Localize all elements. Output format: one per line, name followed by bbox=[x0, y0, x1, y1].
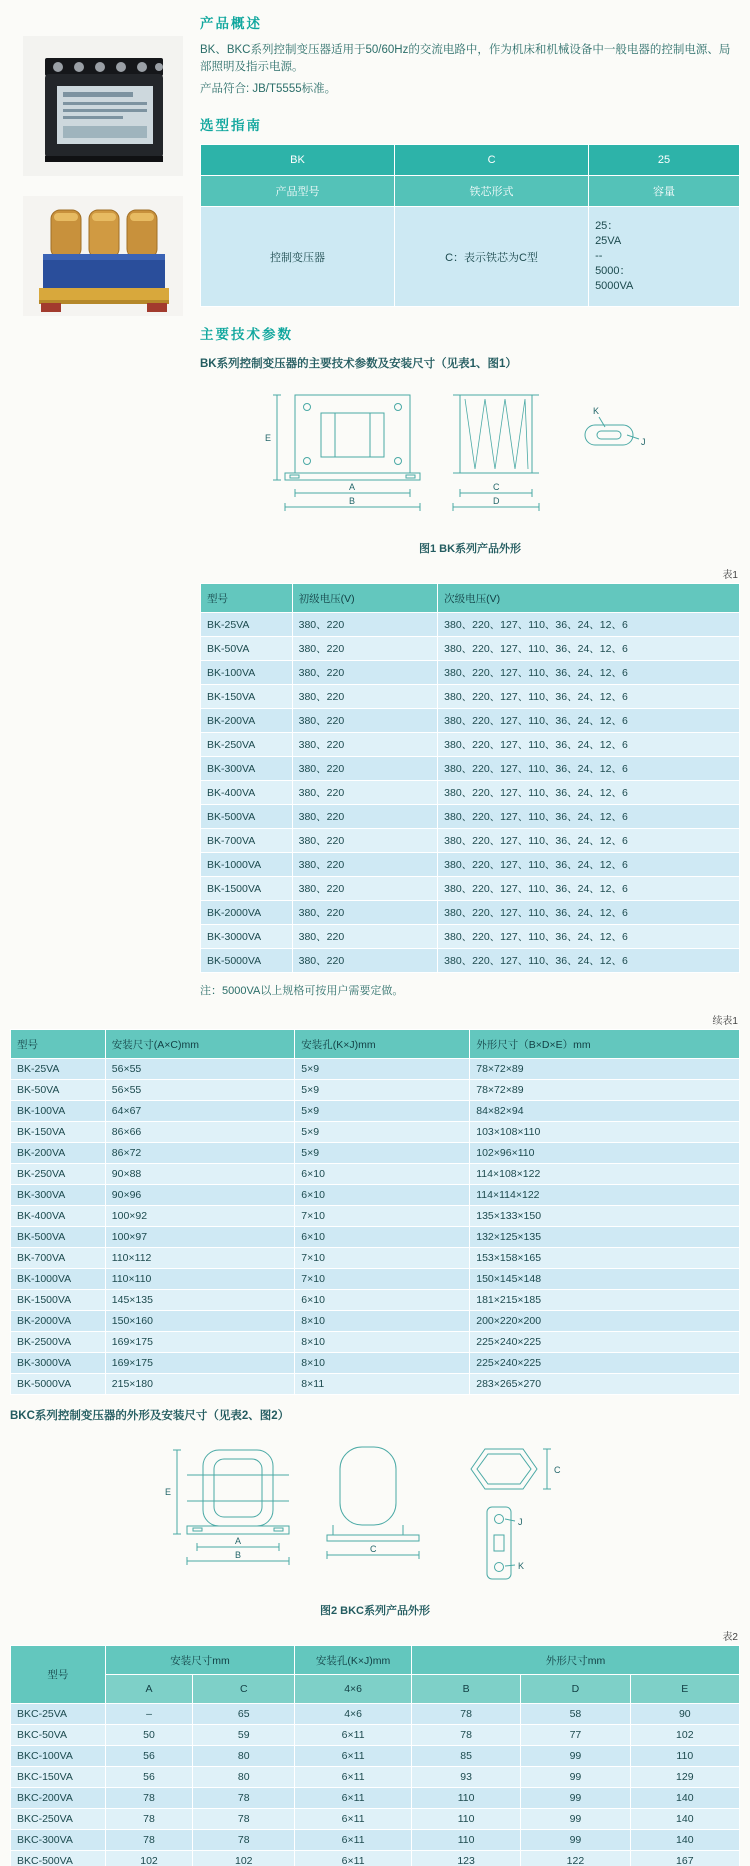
table-cell: 225×240×225 bbox=[470, 1353, 740, 1374]
table-cell: BKC-150VA bbox=[11, 1767, 106, 1788]
table-row bbox=[11, 1374, 740, 1395]
selection-header-bk: BK bbox=[201, 145, 395, 176]
table-cell: 5×9 bbox=[295, 1059, 470, 1080]
fig1-dim-b: B bbox=[349, 496, 356, 506]
table-cell: BK-1000VA bbox=[201, 853, 293, 877]
table-cell: 380、220、127、110、36、24、12、6 bbox=[438, 805, 740, 829]
table-cell: 135×133×150 bbox=[470, 1206, 740, 1227]
table-cell: 140 bbox=[630, 1809, 739, 1830]
table-row bbox=[201, 901, 740, 925]
table2 bbox=[10, 1645, 740, 1866]
table-cell: 380、220、127、110、36、24、12、6 bbox=[438, 781, 740, 805]
table-cell: 380、220、127、110、36、24、12、6 bbox=[438, 637, 740, 661]
figure2 bbox=[10, 1435, 740, 1600]
table-cell: 129 bbox=[630, 1767, 739, 1788]
table-cell: 86×66 bbox=[105, 1122, 295, 1143]
table1-header-primary: 初级电压(V) bbox=[292, 584, 438, 613]
table-cell: 56×55 bbox=[105, 1080, 295, 1101]
table-row bbox=[11, 1206, 740, 1227]
table-row bbox=[11, 1332, 740, 1353]
capacity-line: 25： bbox=[595, 220, 619, 232]
table-cell: 140 bbox=[630, 1830, 739, 1851]
table-cell: 78 bbox=[193, 1809, 295, 1830]
table-cell: 64×67 bbox=[105, 1101, 295, 1122]
table-cell: 84×82×94 bbox=[470, 1101, 740, 1122]
table-cell: 380、220 bbox=[292, 613, 438, 637]
table-row bbox=[11, 1248, 740, 1269]
table-row bbox=[201, 829, 740, 853]
selection-model-cell: 控制变压器 bbox=[201, 207, 395, 307]
table-cell: BK-3000VA bbox=[201, 925, 293, 949]
table-cell: 7×10 bbox=[295, 1269, 470, 1290]
table-cell: 8×10 bbox=[295, 1353, 470, 1374]
table-cell: BK-50VA bbox=[201, 637, 293, 661]
selection-table bbox=[200, 144, 740, 307]
table-cell: 5×9 bbox=[295, 1122, 470, 1143]
figure1 bbox=[200, 383, 740, 538]
selection-subheader-capacity: 容量 bbox=[589, 176, 740, 207]
capacity-line: -- bbox=[595, 250, 603, 262]
table-cell: 90 bbox=[630, 1704, 739, 1725]
table-cell: BKC-100VA bbox=[11, 1746, 106, 1767]
tech-params-heading: 主要技术参数 bbox=[200, 327, 293, 342]
table-row bbox=[11, 1227, 740, 1248]
fig2-dim-a: A bbox=[235, 1536, 242, 1546]
table1-header-secondary: 次级电压(V) bbox=[438, 584, 740, 613]
fig2-dim-c-top: C bbox=[554, 1465, 561, 1475]
table-cell: 8×11 bbox=[295, 1374, 470, 1395]
table-cell: 380、220、127、110、36、24、12、6 bbox=[438, 925, 740, 949]
table-cell: BK-100VA bbox=[201, 661, 293, 685]
table-row bbox=[201, 733, 740, 757]
table-cell: BK-400VA bbox=[201, 781, 293, 805]
table-cell: 6×11 bbox=[295, 1746, 412, 1767]
table-row bbox=[11, 1164, 740, 1185]
table2-subheader-a: A bbox=[105, 1675, 192, 1704]
table-cell: 100×97 bbox=[105, 1227, 295, 1248]
table-cell: 225×240×225 bbox=[470, 1332, 740, 1353]
selection-subheader-core: 铁芯形式 bbox=[395, 176, 589, 207]
table-cell: BKC-200VA bbox=[11, 1788, 106, 1809]
table1 bbox=[200, 583, 740, 973]
table-cell: BK-100VA bbox=[11, 1101, 106, 1122]
table-cell: 122 bbox=[521, 1851, 630, 1866]
fig1-dim-c: C bbox=[493, 482, 500, 492]
table-cell: 6×11 bbox=[295, 1725, 412, 1746]
fig2-dim-e: E bbox=[165, 1487, 172, 1497]
table-cell: 200×220×200 bbox=[470, 1311, 740, 1332]
table-cell: BK-300VA bbox=[201, 757, 293, 781]
fig1-dim-j: J bbox=[641, 437, 646, 447]
table-row bbox=[201, 805, 740, 829]
selection-heading: 选型指南 bbox=[200, 118, 262, 133]
table-cell: 114×108×122 bbox=[470, 1164, 740, 1185]
table1-header-model: 型号 bbox=[201, 584, 293, 613]
table-cell: 380、220 bbox=[292, 733, 438, 757]
table-cell: 90×96 bbox=[105, 1185, 295, 1206]
table-cell: 4×6 bbox=[295, 1704, 412, 1725]
table-cell: 93 bbox=[411, 1767, 520, 1788]
table2-header-model: 型号 bbox=[11, 1646, 106, 1704]
table-cell: 380、220、127、110、36、24、12、6 bbox=[438, 829, 740, 853]
selection-header-c: C bbox=[395, 145, 589, 176]
fig2-dim-k: K bbox=[518, 1561, 525, 1571]
table-cell: BK-200VA bbox=[11, 1143, 106, 1164]
table-cell: 145×135 bbox=[105, 1290, 295, 1311]
table-cell: BKC-250VA bbox=[11, 1809, 106, 1830]
table2-header-hole: 安装孔(K×J)mm bbox=[295, 1646, 412, 1675]
table-cell: 6×11 bbox=[295, 1788, 412, 1809]
table-cell: 380、220、127、110、36、24、12、6 bbox=[438, 757, 740, 781]
selection-header-row bbox=[201, 145, 740, 176]
table-cell: 102×96×110 bbox=[470, 1143, 740, 1164]
table-cell: 100×92 bbox=[105, 1206, 295, 1227]
table-row bbox=[11, 1704, 740, 1725]
table-cell: 380、220 bbox=[292, 709, 438, 733]
table-cell: BK-25VA bbox=[201, 613, 293, 637]
table-cell: 380、220、127、110、36、24、12、6 bbox=[438, 877, 740, 901]
table-row bbox=[201, 925, 740, 949]
cont-header-hole: 安装孔(K×J)mm bbox=[295, 1030, 470, 1059]
table-cell: 167 bbox=[630, 1851, 739, 1866]
table-cell: 78 bbox=[193, 1788, 295, 1809]
table-row bbox=[201, 661, 740, 685]
table-cell: 6×10 bbox=[295, 1185, 470, 1206]
fig1-dim-k: K bbox=[593, 406, 600, 416]
table-row bbox=[11, 1269, 740, 1290]
table-cell: 102 bbox=[105, 1851, 192, 1866]
table-row bbox=[11, 1185, 740, 1206]
table-cell: BK-1000VA bbox=[11, 1269, 106, 1290]
table-row bbox=[201, 853, 740, 877]
table-row bbox=[11, 1746, 740, 1767]
table-row bbox=[11, 1788, 740, 1809]
table-row bbox=[201, 613, 740, 637]
table-cell: 380、220 bbox=[292, 685, 438, 709]
fig2-dim-b: B bbox=[235, 1550, 242, 1560]
table-cell: BKC-25VA bbox=[11, 1704, 106, 1725]
table-cell: 114×114×122 bbox=[470, 1185, 740, 1206]
table-cell: 110 bbox=[411, 1809, 520, 1830]
table-row bbox=[201, 949, 740, 973]
table-cell: 65 bbox=[193, 1704, 295, 1725]
table-cell: 380、220 bbox=[292, 949, 438, 973]
table-cell: BK-5000VA bbox=[201, 949, 293, 973]
table-cell: 380、220 bbox=[292, 637, 438, 661]
table-cell: 59 bbox=[193, 1725, 295, 1746]
table-row bbox=[11, 1767, 740, 1788]
fig2-dim-j: J bbox=[518, 1517, 523, 1527]
tech-params-intro: BK系列控制变压器的主要技术参数及安装尺寸（见表1、图1） bbox=[200, 358, 517, 370]
table-cell: BK-5000VA bbox=[11, 1374, 106, 1395]
table-cell: 181×215×185 bbox=[470, 1290, 740, 1311]
overview-heading: 产品概述 bbox=[200, 16, 262, 31]
table-row bbox=[201, 685, 740, 709]
table-row bbox=[11, 1830, 740, 1851]
table-cell: 169×175 bbox=[105, 1353, 295, 1374]
table-cell: 6×10 bbox=[295, 1290, 470, 1311]
table-cell: 78 bbox=[411, 1704, 520, 1725]
table-cell: 78×72×89 bbox=[470, 1080, 740, 1101]
table2-label: 表2 bbox=[722, 1632, 738, 1643]
table-cell: BK-25VA bbox=[11, 1059, 106, 1080]
table-cell: 110 bbox=[411, 1788, 520, 1809]
table-cell: BK-250VA bbox=[11, 1164, 106, 1185]
fig2-dim-c: C bbox=[370, 1544, 377, 1554]
table-cell: 380、220 bbox=[292, 925, 438, 949]
table-cell: 380、220 bbox=[292, 853, 438, 877]
figure2-drawing bbox=[155, 1435, 595, 1595]
table2-subheader-hole: 4×6 bbox=[295, 1675, 412, 1704]
content-column bbox=[200, 10, 740, 1002]
cont-header-mount: 安装尺寸(A×C)mm bbox=[105, 1030, 295, 1059]
table-cell: 56 bbox=[105, 1746, 192, 1767]
table-row bbox=[11, 1851, 740, 1866]
table-cell: 380、220 bbox=[292, 781, 438, 805]
table-cell: 8×10 bbox=[295, 1332, 470, 1353]
table-cell: – bbox=[105, 1704, 192, 1725]
table-cell: 380、220、127、110、36、24、12、6 bbox=[438, 853, 740, 877]
table-cell: 6×11 bbox=[295, 1767, 412, 1788]
table-row bbox=[11, 1353, 740, 1374]
capacity-line: 25VA bbox=[595, 235, 622, 247]
table-cell: 6×11 bbox=[295, 1830, 412, 1851]
table-cell: 380、220、127、110、36、24、12、6 bbox=[438, 685, 740, 709]
figure1-caption: 图1 BK系列产品外形 bbox=[418, 543, 522, 555]
table-cell: BK-1500VA bbox=[11, 1290, 106, 1311]
table-cell: 78 bbox=[193, 1830, 295, 1851]
table-row bbox=[11, 1290, 740, 1311]
table2-header-row2 bbox=[11, 1675, 740, 1704]
table-cell: 110×112 bbox=[105, 1248, 295, 1269]
table-cell: 80 bbox=[193, 1767, 295, 1788]
table-row bbox=[11, 1059, 740, 1080]
bkc-product-photo bbox=[23, 196, 183, 316]
table-cell: 6×10 bbox=[295, 1227, 470, 1248]
table-cell: 99 bbox=[521, 1746, 630, 1767]
fig1-dim-e: E bbox=[265, 433, 272, 443]
table-cell: 110 bbox=[630, 1746, 739, 1767]
table-cell: 380、220、127、110、36、24、12、6 bbox=[438, 709, 740, 733]
table-cell: 78×72×89 bbox=[470, 1059, 740, 1080]
top-section bbox=[10, 10, 740, 1002]
table-cell: BK-3000VA bbox=[11, 1353, 106, 1374]
table-cell: 50 bbox=[105, 1725, 192, 1746]
table-cell: 85 bbox=[411, 1746, 520, 1767]
table-cell: 123 bbox=[411, 1851, 520, 1866]
table-cell: BK-700VA bbox=[11, 1248, 106, 1269]
cont-table-header-row bbox=[11, 1030, 740, 1059]
table-row bbox=[11, 1143, 740, 1164]
table-row bbox=[11, 1809, 740, 1830]
table-cell: 132×125×135 bbox=[470, 1227, 740, 1248]
table-cell: 78 bbox=[105, 1809, 192, 1830]
selection-subheader-model: 产品型号 bbox=[201, 176, 395, 207]
table-row bbox=[201, 781, 740, 805]
table-cell: 380、220 bbox=[292, 901, 438, 925]
fig1-dim-d: D bbox=[493, 496, 500, 506]
table-cell: 380、220、127、110、36、24、12、6 bbox=[438, 949, 740, 973]
overview-standard: 产品符合: JB/T5555标准。 bbox=[200, 83, 337, 95]
capacity-line: 5000VA bbox=[595, 280, 634, 292]
table-cell: 215×180 bbox=[105, 1374, 295, 1395]
table-cell: 140 bbox=[630, 1788, 739, 1809]
photo-column bbox=[10, 10, 200, 1002]
table-cell: BKC-500VA bbox=[11, 1851, 106, 1866]
table-cell: 78 bbox=[411, 1725, 520, 1746]
table-cell: 5×9 bbox=[295, 1101, 470, 1122]
cont-header-model: 型号 bbox=[11, 1030, 106, 1059]
table1-header-row bbox=[201, 584, 740, 613]
capacity-line: 5000： bbox=[595, 265, 631, 277]
full-width-section bbox=[10, 1012, 740, 1866]
table-cell: 169×175 bbox=[105, 1332, 295, 1353]
table-cell: 380、220 bbox=[292, 877, 438, 901]
table2-header-mount: 安装尺寸mm bbox=[105, 1646, 295, 1675]
table-row bbox=[11, 1311, 740, 1332]
table-cell: BK-500VA bbox=[201, 805, 293, 829]
table2-header-outline: 外形尺寸mm bbox=[411, 1646, 739, 1675]
table2-subheader-c: C bbox=[193, 1675, 295, 1704]
table-row bbox=[11, 1080, 740, 1101]
table2-subheader-d: D bbox=[521, 1675, 630, 1704]
table-cell: BK-200VA bbox=[201, 709, 293, 733]
table-cell: 77 bbox=[521, 1725, 630, 1746]
table-cell: 58 bbox=[521, 1704, 630, 1725]
table-cell: 102 bbox=[630, 1725, 739, 1746]
table-cell: 80 bbox=[193, 1746, 295, 1767]
table-cell: 380、220 bbox=[292, 757, 438, 781]
table-cell: 78 bbox=[105, 1830, 192, 1851]
table-cell: 150×160 bbox=[105, 1311, 295, 1332]
table-cell: 99 bbox=[521, 1809, 630, 1830]
table-cell: 380、220 bbox=[292, 829, 438, 853]
table-cell: 380、220、127、110、36、24、12、6 bbox=[438, 733, 740, 757]
selection-subheader-row bbox=[201, 176, 740, 207]
fig1-dim-a: A bbox=[349, 482, 356, 492]
table2-header-row1 bbox=[11, 1646, 740, 1675]
table-cell: 8×10 bbox=[295, 1311, 470, 1332]
table-cell: 103×108×110 bbox=[470, 1122, 740, 1143]
cont-table-label: 续表1 bbox=[712, 1016, 738, 1027]
table-cell: BK-2500VA bbox=[11, 1332, 106, 1353]
table1-continued bbox=[10, 1029, 740, 1395]
table-cell: 78 bbox=[105, 1788, 192, 1809]
table-row bbox=[201, 637, 740, 661]
table-cell: 56 bbox=[105, 1767, 192, 1788]
table-cell: 102 bbox=[193, 1851, 295, 1866]
table-cell: BKC-50VA bbox=[11, 1725, 106, 1746]
table1-label: 表1 bbox=[722, 570, 738, 581]
table-row bbox=[11, 1725, 740, 1746]
cont-header-outline: 外形尺寸（B×D×E）mm bbox=[470, 1030, 740, 1059]
table-cell: 153×158×165 bbox=[470, 1248, 740, 1269]
table-row bbox=[11, 1101, 740, 1122]
table-row bbox=[11, 1122, 740, 1143]
table-cell: BK-150VA bbox=[11, 1122, 106, 1143]
table2-subheader-b: B bbox=[411, 1675, 520, 1704]
table-cell: 99 bbox=[521, 1830, 630, 1851]
table-cell: 380、220 bbox=[292, 805, 438, 829]
table-cell: 6×10 bbox=[295, 1164, 470, 1185]
table-cell: 99 bbox=[521, 1788, 630, 1809]
table-cell: 6×11 bbox=[295, 1809, 412, 1830]
table-cell: 5×9 bbox=[295, 1080, 470, 1101]
table2-subheader-e: E bbox=[630, 1675, 739, 1704]
table-cell: 5×9 bbox=[295, 1143, 470, 1164]
table-cell: 56×55 bbox=[105, 1059, 295, 1080]
overview-body: BK、BKC系列控制变压器适用于50/60Hz的交流电路中，作为机床和机械设备中一般电器的控制电源、局部照明及指示电源。 bbox=[200, 44, 731, 73]
table-cell: 380、220 bbox=[292, 661, 438, 685]
table-cell: 90×88 bbox=[105, 1164, 295, 1185]
table-cell: BK-2000VA bbox=[201, 901, 293, 925]
table-row bbox=[201, 877, 740, 901]
bkc-intro: BKC系列控制变压器的外形及安装尺寸（见表2、图2） bbox=[10, 1410, 290, 1422]
table-cell: 150×145×148 bbox=[470, 1269, 740, 1290]
table-cell: 380、220、127、110、36、24、12、6 bbox=[438, 613, 740, 637]
table-cell: 110 bbox=[411, 1830, 520, 1851]
table-cell: BK-50VA bbox=[11, 1080, 106, 1101]
table-cell: 380、220、127、110、36、24、12、6 bbox=[438, 661, 740, 685]
table-cell: 110×110 bbox=[105, 1269, 295, 1290]
table-cell: BK-700VA bbox=[201, 829, 293, 853]
table-cell: BK-400VA bbox=[11, 1206, 106, 1227]
table-cell: BK-1500VA bbox=[201, 877, 293, 901]
table-cell: 283×265×270 bbox=[470, 1374, 740, 1395]
bk-product-photo bbox=[23, 36, 183, 176]
table-cell: 7×10 bbox=[295, 1248, 470, 1269]
selection-capacity-cell bbox=[589, 207, 740, 307]
table-cell: BK-300VA bbox=[11, 1185, 106, 1206]
table-cell: BK-2000VA bbox=[11, 1311, 106, 1332]
table-cell: BK-150VA bbox=[201, 685, 293, 709]
figure2-caption: 图2 BKC系列产品外形 bbox=[319, 1605, 430, 1617]
figure1-drawing bbox=[255, 383, 685, 533]
table-cell: 86×72 bbox=[105, 1143, 295, 1164]
selection-header-25: 25 bbox=[589, 145, 740, 176]
table-row bbox=[201, 709, 740, 733]
table-cell: 7×10 bbox=[295, 1206, 470, 1227]
table1-note: 注：5000VA以上规格可按用户需要定做。 bbox=[200, 985, 404, 997]
table-cell: BK-500VA bbox=[11, 1227, 106, 1248]
selection-body-row bbox=[201, 207, 740, 307]
table-cell: BKC-300VA bbox=[11, 1830, 106, 1851]
table-row bbox=[201, 757, 740, 781]
selection-core-cell: C：表示铁芯为C型 bbox=[395, 207, 589, 307]
table-cell: 380、220、127、110、36、24、12、6 bbox=[438, 901, 740, 925]
table-cell: 99 bbox=[521, 1767, 630, 1788]
table-cell: BK-250VA bbox=[201, 733, 293, 757]
table-cell: 6×11 bbox=[295, 1851, 412, 1866]
